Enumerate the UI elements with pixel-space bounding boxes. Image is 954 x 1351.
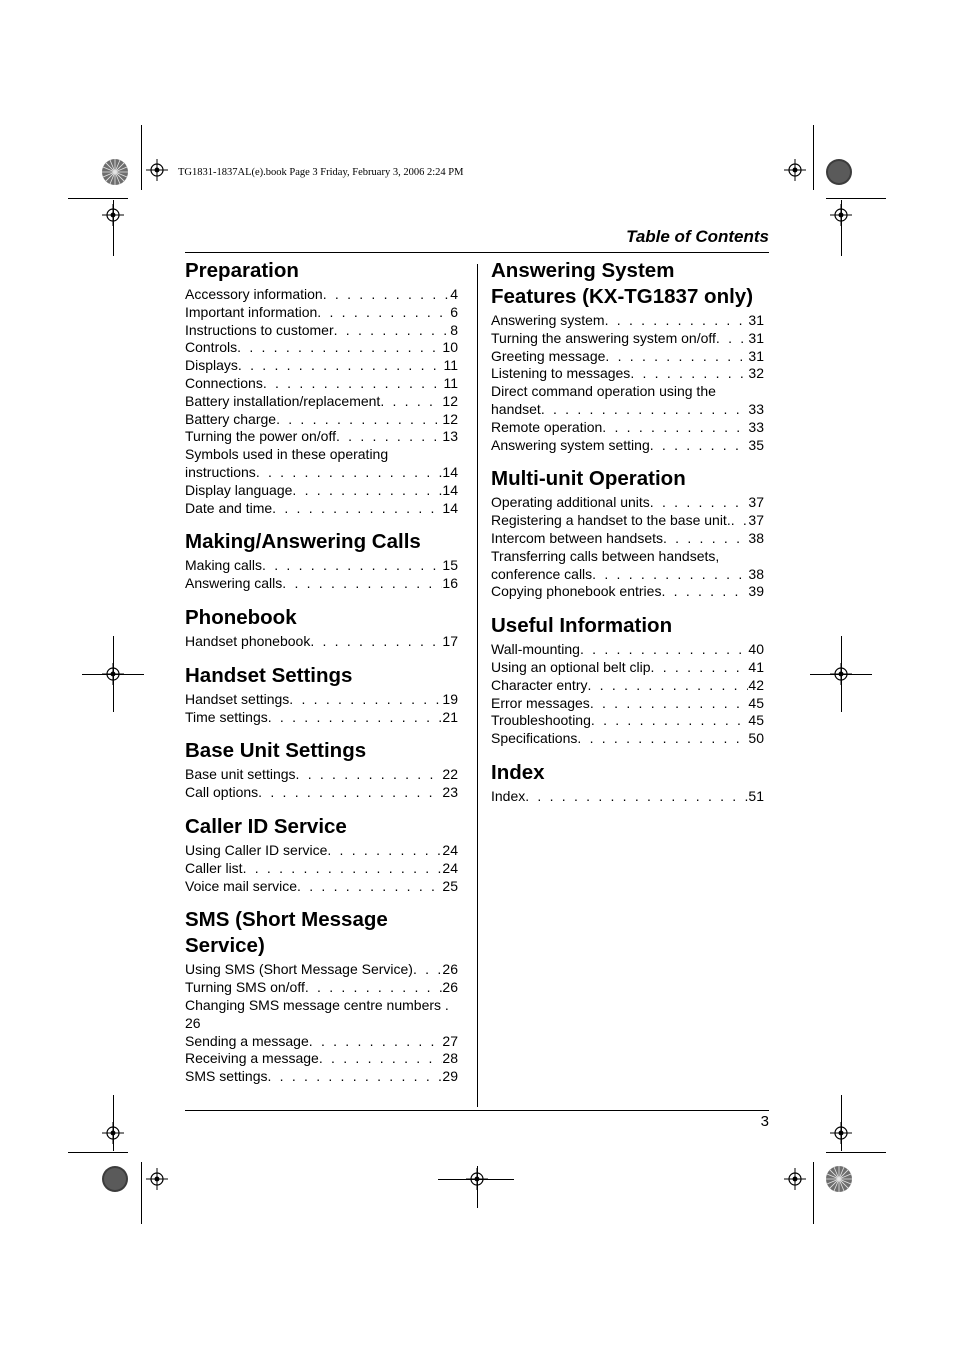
dot-leader bbox=[413, 961, 442, 979]
toc-entry-title: Operating additional units bbox=[491, 494, 650, 511]
toc-entry-title: Making calls bbox=[185, 557, 263, 574]
toc-section bbox=[185, 814, 458, 895]
toc-entry[interactable] bbox=[185, 482, 458, 500]
toc-entry[interactable] bbox=[185, 464, 458, 482]
toc-entry-page: 33 bbox=[748, 418, 764, 435]
toc-entry-title: 26 bbox=[185, 1014, 201, 1031]
toc-entry-page: 14 bbox=[442, 481, 458, 498]
toc-entry-page: 15 bbox=[442, 557, 458, 574]
toc-entry[interactable] bbox=[185, 979, 458, 997]
toc-entry-page: 29 bbox=[442, 1068, 458, 1085]
toc-entry[interactable] bbox=[491, 788, 764, 806]
toc-entry-title: Battery charge bbox=[185, 410, 277, 427]
dot-leader bbox=[336, 428, 442, 446]
toc-entry[interactable] bbox=[491, 530, 764, 548]
toc-entry-title: Greeting message bbox=[491, 347, 606, 364]
dot-leader bbox=[237, 339, 442, 357]
toc-entry-title: Turning the answering system on/off bbox=[491, 329, 716, 346]
toc-entry-page: 22 bbox=[442, 766, 458, 783]
toc-entry-page: 35 bbox=[748, 436, 764, 453]
toc-entry-page: 14 bbox=[442, 463, 458, 480]
toc-entry-page: 33 bbox=[748, 400, 764, 417]
toc-entry-page: 17 bbox=[442, 632, 458, 649]
toc-entry[interactable] bbox=[185, 961, 458, 979]
toc-entry-title: Handset settings bbox=[185, 690, 290, 707]
toc-entry-title: Listening to messages bbox=[491, 365, 631, 382]
toc-entry-title: Turning SMS on/off bbox=[185, 979, 305, 996]
toc-entry[interactable] bbox=[491, 348, 764, 366]
section-heading: Caller ID Service bbox=[185, 814, 347, 838]
registration-crosshair-icon bbox=[830, 1122, 852, 1144]
toc-entry-title: Remote operation bbox=[491, 418, 603, 435]
toc-entry-title: Instructions to customer bbox=[185, 321, 334, 338]
toc-entry-page: 45 bbox=[748, 694, 764, 711]
toc-entry-page: 37 bbox=[748, 494, 764, 511]
toc-entry-title: Copying phonebook entries bbox=[491, 583, 662, 600]
dot-leader bbox=[592, 566, 748, 584]
toc-entry[interactable] bbox=[185, 393, 458, 411]
toc-entry-title: Answering calls bbox=[185, 575, 283, 592]
toc-entry[interactable] bbox=[185, 500, 458, 518]
toc-entry[interactable] bbox=[185, 709, 458, 727]
toc-section bbox=[491, 613, 764, 748]
page-header-title: Table of Contents bbox=[626, 227, 769, 246]
toc-entry-page: 4 bbox=[450, 286, 458, 302]
toc-entry-title: Connections bbox=[185, 374, 263, 391]
dot-leader bbox=[243, 860, 443, 878]
toc-section bbox=[185, 907, 458, 1086]
registration-crosshair-icon bbox=[146, 1168, 168, 1190]
toc-entry-page: 31 bbox=[748, 329, 764, 346]
section-heading: Answering System Features (KX-TG1837 only) bbox=[491, 259, 754, 308]
toc-entry[interactable] bbox=[185, 322, 458, 340]
dot-leader bbox=[605, 312, 749, 330]
toc-section bbox=[185, 529, 458, 593]
dot-leader bbox=[310, 633, 442, 651]
toc-entry-title: Intercom between handsets bbox=[491, 529, 663, 546]
dot-leader bbox=[305, 979, 443, 997]
toc-entry-page: 28 bbox=[442, 1050, 458, 1067]
toc-entry-title: Changing SMS message centre numbers . bbox=[185, 996, 449, 1013]
dot-leader bbox=[262, 557, 442, 575]
toc-entry[interactable] bbox=[491, 583, 764, 601]
dot-leader bbox=[580, 641, 748, 659]
dot-leader bbox=[605, 348, 748, 366]
toc-entry[interactable] bbox=[185, 557, 458, 575]
toc-entry-title: Controls bbox=[185, 339, 238, 356]
toc-entry-title: handset bbox=[491, 400, 541, 417]
toc-entry[interactable] bbox=[491, 401, 764, 419]
color-registration-sunburst-icon bbox=[825, 1165, 853, 1193]
crop-mark bbox=[826, 1152, 886, 1153]
toc-entry-title: Receiving a message bbox=[185, 1050, 319, 1067]
section-heading: Useful Information bbox=[491, 614, 673, 638]
dot-leader bbox=[296, 766, 443, 784]
section-heading: Preparation bbox=[185, 259, 299, 282]
dot-leader bbox=[650, 494, 749, 512]
dot-leader bbox=[258, 784, 442, 802]
toc-entry-page: 31 bbox=[748, 347, 764, 364]
toc-entry-page: 31 bbox=[748, 312, 764, 328]
dot-leader bbox=[272, 500, 442, 518]
dot-leader bbox=[327, 842, 442, 860]
section-heading: Index bbox=[491, 760, 545, 784]
toc-entry[interactable] bbox=[185, 357, 458, 375]
toc-entry[interactable] bbox=[491, 494, 764, 512]
registration-crosshair-icon bbox=[784, 159, 806, 181]
toc-entry-page: 13 bbox=[442, 428, 458, 445]
toc-entry[interactable] bbox=[185, 766, 458, 784]
section-heading: Base Unit Settings bbox=[185, 739, 367, 763]
color-registration-sunburst-icon bbox=[101, 158, 129, 186]
footer-rule bbox=[185, 1110, 769, 1111]
crop-mark bbox=[141, 125, 142, 190]
file-info-slug: TG1831-1837AL(e).book Page 3 Friday, February 3, 2006 2:24 PM bbox=[178, 167, 464, 178]
toc-entry[interactable] bbox=[491, 512, 764, 530]
toc-entry-title: Answering system setting bbox=[491, 436, 650, 453]
toc-section bbox=[491, 760, 764, 806]
toc-entry-page: 32 bbox=[748, 365, 764, 382]
toc-entry[interactable] bbox=[185, 1033, 458, 1051]
toc-section bbox=[491, 466, 764, 601]
toc-entry-page: 26 bbox=[442, 961, 458, 978]
toc-entry[interactable] bbox=[491, 419, 764, 437]
crop-mark bbox=[813, 125, 814, 190]
toc-entry[interactable] bbox=[491, 695, 764, 713]
section-heading: Handset Settings bbox=[185, 663, 353, 687]
toc-entry-page: 12 bbox=[442, 410, 458, 427]
toc-entry-page: 14 bbox=[442, 499, 458, 516]
toc-entry-page: 25 bbox=[442, 877, 458, 894]
dot-leader bbox=[268, 709, 443, 727]
toc-entry-title: Symbols used in these operating bbox=[185, 446, 389, 463]
dot-leader bbox=[663, 530, 748, 548]
toc-entry-title: Registering a handset to the base unit. bbox=[491, 512, 731, 529]
toc-entry[interactable] bbox=[185, 860, 458, 878]
crop-mark bbox=[68, 198, 128, 199]
toc-entry-title: Troubleshooting bbox=[491, 712, 591, 729]
section-heading: Making/Answering Calls bbox=[185, 530, 421, 554]
dot-leader bbox=[263, 375, 444, 393]
toc-entry[interactable] bbox=[491, 312, 764, 330]
toc-entry[interactable] bbox=[185, 691, 458, 709]
toc-entry[interactable] bbox=[491, 641, 764, 659]
toc-entry-title: Date and time bbox=[185, 499, 273, 516]
toc-entry-page: 24 bbox=[442, 841, 458, 858]
dot-leader bbox=[238, 357, 444, 375]
registration-crosshair-icon bbox=[102, 204, 124, 226]
toc-entry-title: Accessory information bbox=[185, 286, 323, 302]
dot-leader bbox=[541, 401, 749, 419]
toc-entry[interactable] bbox=[185, 1050, 458, 1068]
toc-entry-page: 24 bbox=[442, 859, 458, 876]
toc-entry-title: Answering system bbox=[491, 312, 605, 328]
color-registration-sunburst-icon bbox=[101, 1165, 129, 1193]
dot-leader bbox=[267, 1068, 442, 1086]
header-rule bbox=[185, 252, 769, 253]
toc-entry-title: Using an optional belt clip bbox=[491, 658, 651, 675]
toc-entry-title: Caller list bbox=[185, 859, 243, 876]
toc-entry-page: 10 bbox=[442, 339, 458, 356]
toc-entry-title: Character entry bbox=[491, 676, 588, 693]
toc-entry-page: 38 bbox=[748, 565, 764, 582]
toc-entry-title: Displays bbox=[185, 357, 238, 374]
toc-entry-page: 12 bbox=[442, 392, 458, 409]
toc-entry-title: Turning the power on/off bbox=[185, 428, 336, 445]
dot-leader bbox=[587, 677, 748, 695]
dot-leader bbox=[276, 411, 442, 429]
dot-leader bbox=[661, 583, 748, 601]
toc-entry-title: Handset phonebook bbox=[185, 632, 311, 649]
toc-entry-title: Call options bbox=[185, 784, 259, 801]
toc-entry[interactable] bbox=[185, 411, 458, 429]
toc-entry-title: Wall-mounting bbox=[491, 641, 580, 658]
crop-mark bbox=[82, 674, 144, 675]
toc-entry[interactable] bbox=[185, 428, 458, 446]
toc-entry-page: 27 bbox=[442, 1032, 458, 1049]
dot-leader bbox=[292, 482, 442, 500]
toc-left-column bbox=[185, 258, 458, 1098]
toc-entry[interactable] bbox=[185, 304, 458, 322]
registration-crosshair-icon bbox=[830, 204, 852, 226]
dot-leader bbox=[380, 393, 442, 411]
toc-entry-title: Specifications bbox=[491, 730, 578, 747]
toc-entry-page: 38 bbox=[748, 529, 764, 546]
dot-leader bbox=[525, 788, 748, 806]
toc-entry-title: conference calls bbox=[491, 565, 593, 582]
toc-entry-title: Important information bbox=[185, 303, 318, 320]
toc-section bbox=[185, 258, 458, 517]
crop-mark bbox=[68, 1152, 128, 1153]
crop-mark bbox=[810, 674, 872, 675]
toc-section bbox=[185, 663, 458, 727]
toc-entry[interactable] bbox=[185, 1068, 458, 1086]
color-registration-sunburst-icon bbox=[825, 158, 853, 186]
crop-mark bbox=[813, 1162, 814, 1224]
toc-section bbox=[185, 738, 458, 802]
toc-entry-title: Index bbox=[491, 787, 526, 804]
dot-leader bbox=[309, 1033, 443, 1051]
toc-entry-title: Display language bbox=[185, 481, 293, 498]
dot-leader bbox=[319, 1050, 443, 1068]
toc-entry-page: 8 bbox=[450, 321, 458, 338]
toc-entry-title: Base unit settings bbox=[185, 766, 296, 783]
crop-mark bbox=[141, 1162, 142, 1224]
toc-entry-page: 19 bbox=[442, 690, 458, 707]
dot-leader bbox=[282, 575, 442, 593]
dot-leader bbox=[590, 695, 749, 713]
crop-mark bbox=[826, 198, 886, 199]
toc-entry-title: Time settings bbox=[185, 708, 268, 725]
toc-entry-page: 39 bbox=[748, 583, 764, 600]
toc-entry[interactable] bbox=[185, 784, 458, 802]
dot-leader bbox=[334, 322, 451, 340]
toc-entry-title: Battery installation/replacement bbox=[185, 392, 381, 409]
section-heading: Phonebook bbox=[185, 605, 297, 629]
toc-entry-title: SMS settings bbox=[185, 1068, 268, 1085]
toc-entry-page: 26 bbox=[442, 979, 458, 996]
toc-entry[interactable] bbox=[185, 375, 458, 393]
toc-section bbox=[185, 605, 458, 651]
dot-leader bbox=[297, 878, 442, 896]
toc-entry-page: 51 bbox=[748, 787, 764, 804]
toc-entry-title: Transferring calls between handsets, bbox=[491, 547, 720, 564]
toc-entry-page: 40 bbox=[748, 641, 764, 658]
toc-entry-title: Using SMS (Short Message Service) bbox=[185, 961, 413, 978]
toc-right-column bbox=[491, 258, 764, 818]
dot-leader bbox=[256, 464, 443, 482]
toc-entry-page: 6 bbox=[450, 303, 458, 320]
dot-leader bbox=[577, 730, 748, 748]
section-heading: Multi-unit Operation bbox=[491, 467, 686, 491]
toc-entry[interactable] bbox=[185, 878, 458, 896]
toc-entry-title: instructions bbox=[185, 463, 256, 480]
toc-entry-title: Direct command operation using the bbox=[491, 383, 716, 400]
toc-entry-title: Using Caller ID service bbox=[185, 841, 328, 858]
dot-leader bbox=[323, 286, 450, 304]
toc-section bbox=[491, 258, 764, 454]
toc-entry[interactable] bbox=[491, 730, 764, 748]
section-heading: SMS (Short Message Service) bbox=[185, 908, 388, 958]
dot-leader bbox=[317, 304, 450, 322]
toc-entry[interactable] bbox=[185, 575, 458, 593]
toc-entry[interactable] bbox=[185, 633, 458, 651]
toc-entry-page: 23 bbox=[442, 784, 458, 801]
toc-entry[interactable] bbox=[491, 330, 764, 348]
column-divider bbox=[477, 264, 478, 1107]
toc-entry[interactable] bbox=[185, 339, 458, 357]
toc-entry[interactable] bbox=[491, 712, 764, 730]
toc-entry-title: Error messages bbox=[491, 694, 590, 711]
dot-leader bbox=[630, 365, 748, 383]
dot-leader bbox=[716, 330, 749, 348]
registration-crosshair-icon bbox=[784, 1168, 806, 1190]
dot-leader bbox=[650, 437, 749, 455]
toc-entry[interactable] bbox=[491, 677, 764, 695]
toc-entry[interactable] bbox=[185, 286, 458, 304]
toc-entry-page: 45 bbox=[748, 712, 764, 729]
toc-entry-title: Sending a message bbox=[185, 1032, 309, 1049]
toc-entry-page: 21 bbox=[442, 708, 458, 725]
dot-leader bbox=[651, 659, 749, 677]
toc-entry[interactable] bbox=[491, 659, 764, 677]
toc-entry-page: 11 bbox=[443, 357, 458, 374]
toc-entry-page: 37 bbox=[748, 512, 764, 529]
dot-leader bbox=[602, 419, 748, 437]
toc-entry-page: 50 bbox=[748, 730, 764, 747]
toc-entry[interactable] bbox=[185, 1015, 458, 1033]
toc-entry[interactable] bbox=[491, 437, 764, 455]
toc-entry-page: 42 bbox=[748, 676, 764, 693]
toc-entry-page: 11 bbox=[443, 374, 458, 391]
dot-leader bbox=[289, 691, 442, 709]
registration-crosshair-icon bbox=[146, 159, 168, 181]
toc-entry-page: 16 bbox=[442, 575, 458, 592]
toc-entry-title: Voice mail service bbox=[185, 877, 298, 894]
toc-entry-page: 41 bbox=[748, 658, 764, 675]
toc-entry[interactable] bbox=[185, 842, 458, 860]
toc-entry[interactable] bbox=[491, 365, 764, 383]
page-number: 3 bbox=[760, 1113, 769, 1130]
dot-leader bbox=[591, 712, 749, 730]
crop-mark bbox=[438, 1179, 514, 1180]
dot-leader bbox=[731, 512, 749, 530]
registration-crosshair-icon bbox=[102, 1122, 124, 1144]
toc-entry[interactable] bbox=[491, 566, 764, 584]
